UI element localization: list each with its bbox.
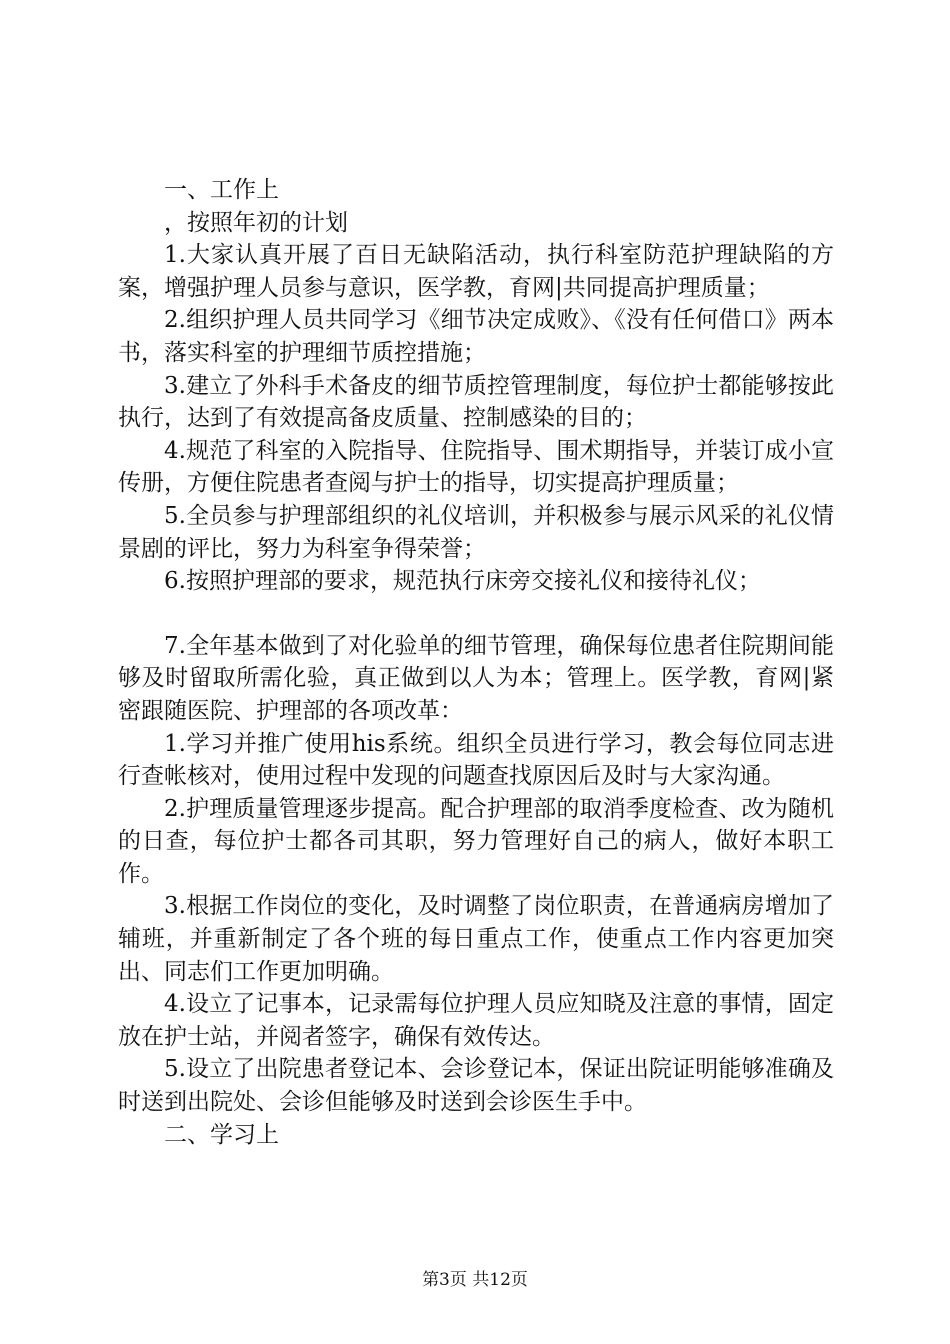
paragraph: 4.设立了记事本，记录需每位护理人员应知晓及注意的事情，固定放在护士站，并阅者签字，确保有效传达。 [118, 991, 834, 1050]
paragraph: 1.大家认真开展了百日无缺陷活动，执行科室防范护理缺陷的方案，增强护理人员参与意识，医学教，育网|共同提高护理质量； [118, 242, 834, 301]
section-heading-work: 一、工作上 [164, 177, 279, 203]
paragraph: 6.按照护理部的要求，规范执行床旁交接礼仪和接待礼仪； [164, 568, 761, 595]
document-body [118, 174, 834, 1151]
paragraph: 5.全员参与护理部组织的礼仪培训，并积极参与展示风采的礼仪情景剧的评比，努力为科室争得荣誉； [118, 502, 834, 562]
paragraph: ，按照年初的计划 [164, 209, 348, 236]
paragraph: 1.学习并推广使用his系统。组织全员进行学习，教会每位同志进行查帐核对，使用过程中发现的问题查找原因后及时与大家沟通。 [118, 730, 834, 790]
page-number-footer: 第3页 共12页 [422, 1270, 528, 1290]
paragraph: 5.设立了出院患者登记本、会诊登记本，保证出院证明能够准确及时送到出院处、会诊但能够及时送到会诊医生手中。 [118, 1056, 834, 1116]
section-heading-study: 二、学习上 [164, 1121, 279, 1148]
paragraph: 7.全年基本做到了对化验单的细节管理，确保每位患者住院期间能够及时留取所需化验，真正做到以人为本；管理上。医学教，育网|紧密跟随医院、护理部的各项改革： [118, 632, 834, 724]
paragraph: 3.根据工作岗位的变化，及时调整了岗位职责，在普通病房增加了辅班，并重新制定了各个班的每日重点工作，使重点工作内容更加突出、同志们工作更加明确。 [118, 893, 834, 985]
paragraph: 4.规范了科室的入院指导、住院指导、围术期指导，并装订成小宣传册，方便住院患者查阅与护士的指导，切实提高护理质量； [118, 437, 834, 497]
paragraph: 2.组织护理人员共同学习《细节决定成败》、《没有任何借口》两本书，落实科室的护理细节质控措施； [118, 307, 834, 366]
paragraph: 3.建立了外科手术备皮的细节质控管理制度，每位护士都能够按此执行，达到了有效提高备皮质量、控制感染的目的； [118, 372, 834, 432]
paragraph: 2.护理质量管理逐步提高。配合护理部的取消季度检查、改为随机的日查，每位护士都各司其职，努力管理好自己的病人，做好本职工作。 [118, 795, 834, 887]
